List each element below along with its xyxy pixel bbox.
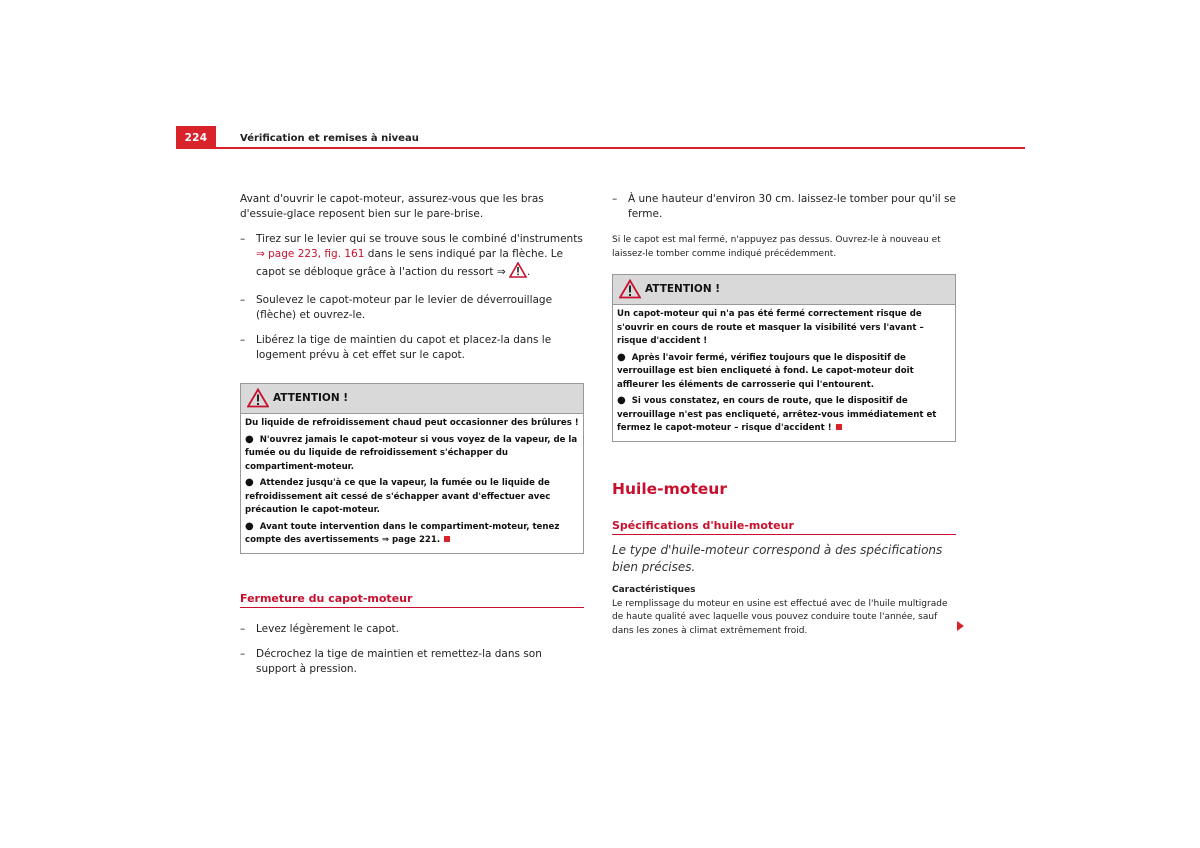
warning-triangle-icon bbox=[509, 262, 527, 283]
warning-box bbox=[240, 383, 584, 554]
warning-title: ATTENTION ! bbox=[645, 283, 721, 295]
left-column bbox=[240, 192, 584, 677]
intro-italic: Le type d'huile-moteur correspond à des spécifications bien précises. bbox=[612, 542, 943, 574]
warning-triangle-icon bbox=[247, 388, 269, 408]
warning-bullet: ● Après l'avoir fermé, vérifiez toujours que le dispositif de verrouillage est bien encliqueté à fond. Le capot-moteur doit affleurer les éléments de carrosserie qui l'entourent. bbox=[617, 351, 914, 390]
subsection-title: Spécifications d'huile-moteur bbox=[612, 519, 956, 535]
step-text: dans le sens indiqué par la flèche. Le capot se débloque grâce à l'action du ressort ⇒ bbox=[256, 248, 563, 278]
step-item: – Décrochez la tige de maintien et remettez-la dans son support à pression. bbox=[240, 647, 542, 675]
warning-header bbox=[241, 384, 583, 414]
warning-bullet: ● Attendez jusqu'à ce que la vapeur, la fumée ou le liquide de refroidissement ait cessé de s'échapper avant d'effectuer avec précaution le capot-moteur. bbox=[245, 477, 551, 515]
warning-bullet: ● Avant toute intervention dans le compartiment-moteur, tenez compte des avertissements ⇒ page 221. bbox=[245, 520, 560, 545]
next-page-arrow-icon bbox=[957, 621, 964, 631]
section-heading-closing: Fermeture du capot-moteur bbox=[240, 592, 584, 608]
stop-square-icon bbox=[836, 424, 842, 430]
running-title: Vérification et remises à niveau bbox=[240, 133, 419, 144]
characteristics-heading: Caractéristiques bbox=[612, 584, 696, 595]
characteristics-text: Le remplissage du moteur en usine est effectué avec de l'huile multigrade de haute qualité avec laquelle vous pouvez conduire toute l'année, sauf dans les zones à climat extrêmement froid. bbox=[612, 598, 948, 636]
cross-reference-link[interactable]: ⇒ page 223, fig. 161 bbox=[256, 248, 365, 260]
step-text: À une hauteur d'environ 30 cm. laissez-le tomber pour qu'il se ferme. bbox=[628, 193, 956, 220]
header-rule bbox=[216, 147, 1025, 149]
page-number: 224 bbox=[176, 126, 216, 149]
warning-triangle-icon bbox=[619, 279, 641, 299]
right-column bbox=[612, 192, 956, 638]
warning-bullet: ● N'ouvrez jamais le capot-moteur si vous voyez de la vapeur, de la fumée ou du liquide de refroidissement s'échapper du compartiment-moteur. bbox=[245, 433, 578, 472]
step-text: Levez légèrement le capot. bbox=[256, 622, 399, 635]
step-item: – Tirez sur le levier qui se trouve sous le combiné d'instruments ⇒ page 223, fig. 161 dans le sens indiqué par la flèche. Le capot se débloque grâce à l'action du ressort ⇒ . bbox=[240, 232, 584, 283]
step-text: Tirez sur le levier qui se trouve sous le combiné d'instruments bbox=[256, 233, 583, 245]
step-text: Décrochez la tige de maintien et remettez-la dans son support à pression. bbox=[256, 647, 542, 675]
step-item: – Libérez la tige de maintien du capot et placez-la dans le logement prévu à cet effet sur le capot. bbox=[240, 334, 552, 361]
cross-reference-link[interactable]: ⇒ page 221. bbox=[381, 535, 441, 545]
section-title: Huile-moteur bbox=[612, 479, 727, 498]
intro-paragraph: Avant d'ouvrir le capot-moteur, assurez-vous que les bras d'essuie-glace reposent bien sur le pare-brise. bbox=[240, 193, 544, 220]
warning-header bbox=[613, 275, 955, 305]
warning-lead: Un capot-moteur qui n'a pas été fermé correctement risque de s'ouvrir en cours de route et masquer la visibilité vers l'avant – risque d'accident ! bbox=[617, 309, 924, 346]
warning-title: ATTENTION ! bbox=[273, 392, 349, 404]
stop-square-icon bbox=[444, 536, 450, 542]
step-item: – Levez légèrement le capot. bbox=[240, 622, 399, 635]
warning-lead: Du liquide de refroidissement chaud peut occasionner des brûlures ! bbox=[245, 418, 579, 428]
step-text: Soulevez le capot-moteur par le levier de déverrouillage (flèche) et ouvrez-le. bbox=[256, 294, 553, 321]
step-item: – Soulevez le capot-moteur par le levier de déverrouillage (flèche) et ouvrez-le. bbox=[240, 294, 553, 321]
warning-bullet: ● Si vous constatez, en cours de route, que le dispositif de verrouillage n'est pas encliqueté, arrêtez-vous immédiatement et fermez le capot-moteur – risque d'accident ! bbox=[617, 395, 937, 433]
note-paragraph: Si le capot est mal fermé, n'appuyez pas dessus. Ouvrez-le à nouveau et laissez-le tomber comme indiqué précédemment. bbox=[612, 235, 941, 259]
step-item: – À une hauteur d'environ 30 cm. laissez-le tomber pour qu'il se ferme. bbox=[612, 193, 956, 220]
warning-box bbox=[612, 274, 956, 442]
warning-body bbox=[613, 305, 955, 441]
warning-body bbox=[241, 414, 583, 553]
step-text: Libérez la tige de maintien du capot et placez-la dans le logement prévu à cet effet sur le capot. bbox=[256, 334, 552, 361]
